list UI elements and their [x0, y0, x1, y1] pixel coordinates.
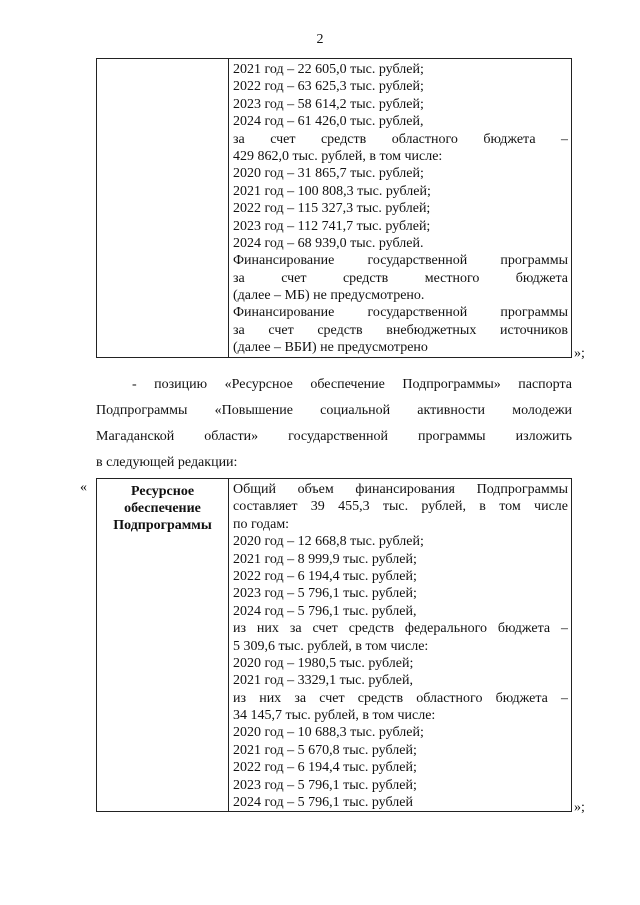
text-line: из них за счет средств федерального бюджета – [233, 621, 568, 637]
page-number: 2 [316, 32, 324, 47]
text-line: 2024 год – 5 796,1 тыс. рублей [233, 795, 413, 811]
text-line: 2021 год – 5 670,8 тыс. рублей; [233, 742, 417, 758]
text-line: 2021 год – 100 808,3 тыс. рублей; [233, 183, 431, 199]
text-line: за счет средств внебюджетных источников [233, 322, 568, 338]
text-line: за счет средств областного бюджета – [233, 131, 568, 147]
table2-text-block [229, 479, 571, 811]
table1-text-block [229, 59, 571, 357]
table1-right-cell [229, 59, 572, 358]
table2-header-line: Ресурсное [130, 484, 195, 499]
resource-table-subprogram [96, 478, 572, 812]
text-line: 2020 год – 12 668,8 тыс. рублей; [233, 534, 424, 550]
text-line: 2021 год – 22 605,0 тыс. рублей; [233, 62, 424, 77]
text-line: 2024 год – 61 426,0 тыс. рублей, [233, 114, 424, 130]
text-line: по годам: [233, 516, 290, 532]
text-line: 2022 год – 6 194,4 тыс. рублей; [233, 568, 417, 584]
text-line: 2021 год – 8 999,9 тыс. рублей; [233, 551, 417, 567]
paragraph-line: Магаданской области» государственной программы изложить [96, 429, 572, 444]
text-line: 2024 год – 68 939,0 тыс. рублей. [233, 235, 424, 251]
text-line: 5 309,6 тыс. рублей, в том числе: [233, 638, 429, 654]
text-line: Общий объем финансирования Подпрограммы [233, 482, 568, 497]
table2-right-cell [229, 479, 572, 812]
text-line: 2021 год – 3329,1 тыс. рублей, [233, 673, 413, 689]
text-line: 2020 год – 1980,5 тыс. рублей; [233, 655, 414, 671]
paragraph-line: - позицию «Ресурсное обеспечение Подпрограммы» паспорта [132, 377, 572, 392]
text-line: 2023 год – 58 614,2 тыс. рублей; [233, 96, 424, 112]
text-line: (далее – ВБИ) не предусмотрено [233, 340, 428, 356]
text-line: Финансирование государственной программы [233, 253, 568, 269]
text-line: 2023 год – 112 741,7 тыс. рублей; [233, 218, 431, 234]
instruction-paragraph [96, 372, 572, 476]
text-line: за счет средств местного бюджета [233, 270, 568, 286]
text-line: 2020 год – 31 865,7 тыс. рублей; [233, 166, 424, 182]
resource-table-continuation [96, 58, 572, 358]
text-line: 34 145,7 тыс. рублей, в том числе: [233, 708, 436, 724]
text-line: (далее – МБ) не предусмотрено. [233, 288, 425, 304]
table1-left-cell [97, 59, 229, 358]
table2-left-cell [97, 479, 229, 812]
text-line: 429 862,0 тыс. рублей, в том числе: [233, 148, 443, 164]
text-line: Финансирование государственной программы [233, 305, 568, 321]
text-line: 2022 год – 63 625,3 тыс. рублей; [233, 79, 424, 95]
text-line: 2023 год – 5 796,1 тыс. рублей; [233, 586, 417, 602]
table2-opening-quote: « [80, 480, 87, 495]
text-line: 2022 год – 115 327,3 тыс. рублей; [233, 201, 431, 217]
text-line: 2020 год – 10 688,3 тыс. рублей; [233, 725, 424, 741]
text-line: 2024 год – 5 796,1 тыс. рублей, [233, 603, 417, 619]
paragraph-line: Подпрограммы «Повышение социальной активности молодежи [96, 403, 572, 418]
table2-header-line: Подпрограммы [113, 518, 212, 533]
text-line: 2023 год – 5 796,1 тыс. рублей; [233, 777, 417, 793]
text-line: составляет 39 455,3 тыс. рублей, в том числе [233, 499, 568, 515]
table2-header-line: обеспечение [124, 501, 201, 516]
table2-closing-quote: »; [574, 800, 585, 815]
table1-closing-quote: »; [574, 346, 585, 361]
paragraph-line: в следующей редакции: [96, 455, 238, 470]
text-line: 2022 год – 6 194,4 тыс. рублей; [233, 760, 417, 776]
text-line: из них за счет средств областного бюджета – [233, 690, 568, 706]
